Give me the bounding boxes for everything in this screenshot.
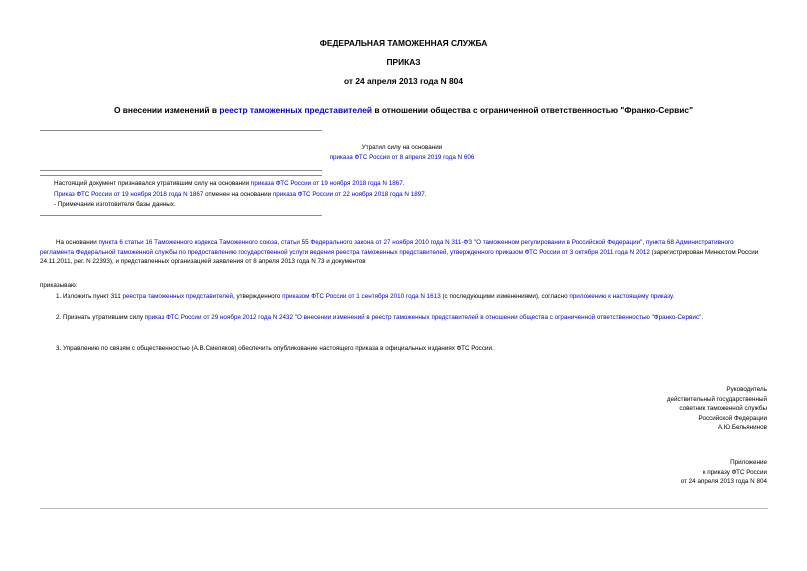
divider-line: [40, 215, 322, 216]
signature-block: [667, 385, 767, 433]
order-2432-link[interactable]: приказ ФТС России от 29 ноября 2012 года N 2432 "О внесении изменений в реестр таможенных представителей в отношении общества с ограниченной ответственностью "Франко-Сервис": [144, 314, 702, 321]
item-1: [40, 292, 768, 302]
title-registry-link[interactable]: реестр таможенных представителей: [219, 105, 373, 115]
item-2: [40, 313, 768, 323]
preamble-paragraph: [40, 238, 768, 267]
preamble-text-post: (зарегистрирован Минюстом России 24.11.2011, рег. N 22393), и представленных организацией заявления от 8 апреля 2013 года N 73 и документов: [40, 248, 759, 266]
item-1-text: , утвержденного: [233, 293, 283, 300]
appendix-line: от 24 апреля 2013 года N 804: [680, 478, 767, 486]
editor-note-2-end: .: [424, 190, 427, 198]
signature-line: советник таможенной службы: [679, 405, 767, 413]
editor-notes: [54, 179, 774, 210]
editor-note-2-text: отменен на основании: [203, 190, 273, 198]
appendix-line: Приложение: [730, 459, 767, 466]
admin-regulation-link[interactable]: пункта 68 Административного регламента Федеральной таможенной службы по предоставлению государственной услуги ведения реестра таможенных представителей, утвержденного приказом ФТС России от 3 октября 2011 года N 2012: [40, 239, 734, 256]
repeal-order-link[interactable]: приказа ФТС России от 8 апреля 2019 года N 606: [329, 153, 475, 161]
repeal-notice: [322, 143, 482, 162]
item-2-end: .: [701, 314, 704, 321]
editor-note-3: - Примечание изготовителя базы данных.: [54, 201, 176, 208]
divider-line: [40, 130, 322, 131]
page-title: [0, 105, 807, 115]
item-3: [40, 344, 768, 354]
preamble-text-pre: На основании: [56, 239, 99, 246]
order-1867-link[interactable]: Приказ ФТС России от 19 ноября 2018 года N 1867: [54, 190, 204, 198]
repeal-notice-text: Утратил силу на основании: [361, 144, 443, 151]
signature-name: А.Ю.Бельянинов: [717, 424, 767, 432]
appendix-block: [681, 458, 767, 487]
editor-note-1: [54, 179, 774, 189]
divider-line: [40, 170, 322, 171]
item-1-end: .: [672, 293, 675, 300]
federal-law-link[interactable]: статьи 55 Федерального закона от 27 ноября 2010 года N 311-ФЗ "О таможенном регулировании в Российской Федерации": [280, 239, 643, 246]
editor-note-1-text: Настоящий документ признавался утратившим силу на основании: [54, 180, 251, 187]
item-1-text: 1. Изложить пункт 311: [56, 293, 123, 300]
registry-link[interactable]: реестра таможенных представителей: [122, 293, 233, 300]
divider-line: [40, 175, 322, 176]
order-word: приказываю:: [40, 282, 78, 289]
signature-line: Руководитель: [726, 386, 767, 393]
item-3-text: 3. Управлению по связям с общественностью (А.В.Смеляков) обеспечить опубликование настоящего приказа в официальных изданиях ФТС России.: [56, 345, 494, 352]
item-2-text: 2. Признать утратившим силу: [56, 314, 145, 321]
order-1613-link[interactable]: приказом ФТС России от 1 сентября 2010 года N 1613: [282, 293, 441, 300]
order-1897-link[interactable]: приказа ФТС России от 22 ноября 2018 года N 1897: [272, 190, 425, 198]
doc-date-heading: от 24 апреля 2013 года N 804: [344, 76, 463, 86]
preamble-sep: ,: [642, 239, 646, 246]
title-text-post: в отношении общества с ограниченной ответственностью "Франко-Сервис": [372, 105, 694, 115]
bottom-divider: [40, 508, 768, 509]
doc-type-heading: ПРИКАЗ: [386, 57, 421, 67]
item-1-text: (с последующими изменениями), согласно: [440, 293, 570, 300]
editor-note-1-end: .: [402, 180, 405, 187]
appendix-line: к приказу ФТС России: [702, 468, 767, 476]
editor-note-2: [54, 190, 774, 200]
preamble-sep: ,: [277, 239, 281, 246]
customs-code-link[interactable]: пункта 6 статьи 16 Таможенного кодекса Таможенного союза: [98, 239, 278, 246]
appendix-link[interactable]: приложению к настоящему приказу: [569, 293, 673, 300]
agency-heading: ФЕДЕРАЛЬНАЯ ТАМОЖЕННАЯ СЛУЖБА: [319, 38, 488, 48]
repeal-order-1867-link[interactable]: приказа ФТС России от 19 ноября 2018 года N 1867: [250, 180, 403, 187]
title-text-pre: О внесении изменений в: [113, 105, 220, 115]
signature-line: действительный государственный: [666, 395, 767, 403]
signature-line: Российской Федерации: [698, 414, 767, 422]
